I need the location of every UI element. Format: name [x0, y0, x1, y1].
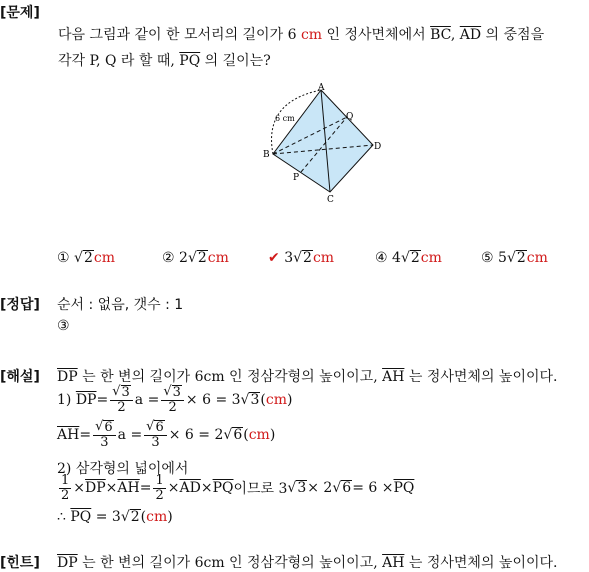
segment-pq: $\overline{PQ}$ — [212, 480, 234, 497]
segment-dp: $\overline{DP}$ — [57, 369, 78, 385]
segment-ah: $\overline{AH}$ — [57, 426, 80, 443]
problem-text: 의 중점을 — [481, 27, 545, 43]
solution-line-4: 2) 삼각형의 넓이에서 — [57, 461, 189, 477]
unit: cm — [265, 391, 287, 408]
times: × — [105, 480, 118, 497]
label-d: D — [374, 142, 382, 152]
choice-3[interactable] — [268, 250, 334, 266]
sqrt: √ 2 — [120, 509, 140, 525]
fraction: √ 6 3 — [93, 420, 116, 450]
problem-label: [문제] — [0, 5, 40, 21]
solution-line-1 — [57, 366, 557, 386]
answer-value: ③ — [57, 318, 70, 334]
segment-dp: $\overline{DP}$ — [75, 391, 97, 408]
choice-4[interactable] — [375, 250, 442, 266]
label-a: A — [318, 83, 325, 93]
solution-line-2 — [57, 385, 292, 415]
expression: × 6 = 3 — [185, 391, 241, 408]
sqrt: √ 2 — [74, 250, 93, 266]
equals: = — [96, 391, 109, 408]
answer-label: [정답] — [0, 297, 40, 313]
choice-unit: cm — [420, 250, 442, 266]
solution-line-3 — [57, 420, 275, 450]
edge-length-unit: cm — [300, 27, 323, 43]
sqrt: √ 2 — [187, 250, 207, 266]
expression: × 2 — [307, 480, 333, 497]
hint-text: 는 한 변의 길이가 6cm 인 정삼각형의 높이이고, — [77, 555, 383, 571]
times: × — [73, 480, 86, 497]
solution-text: 는 정사면체의 높이이다. — [404, 369, 558, 385]
problem-text: 각각 P, Q 라 할 때, — [58, 53, 180, 69]
problem-line-1 — [58, 24, 544, 44]
equals: = — [139, 480, 152, 497]
solution-line-5 — [57, 474, 414, 502]
segment-dp: $\overline{DP}$ — [85, 480, 106, 497]
label-p: P — [293, 173, 300, 183]
tetrahedron-figure — [255, 82, 385, 204]
label-edge-length: 6 cm — [275, 114, 295, 123]
segment-ah: $\overline{AH}$ — [117, 480, 140, 497]
fraction: √ 3 2 — [110, 385, 133, 415]
paren: ) — [167, 509, 173, 525]
paren: ( — [140, 509, 147, 525]
choice-5[interactable] — [481, 250, 548, 266]
segment-bc: $\overline{BC}$ — [430, 27, 451, 43]
choice-coef: 5 — [498, 250, 507, 266]
equals: = — [79, 426, 92, 443]
problem-text: 의 길이는? — [200, 53, 271, 69]
choice-2[interactable] — [162, 250, 229, 266]
sqrt: √ 2 — [506, 250, 526, 266]
choice-coef: 2 — [179, 250, 188, 266]
choice-marker: ② — [162, 250, 175, 266]
hint-line — [57, 552, 557, 572]
edge-length-value: 6 — [287, 27, 297, 43]
choice-unit: cm — [312, 250, 335, 266]
segment-ad: $\overline{AD}$ — [459, 27, 482, 43]
choice-1[interactable] — [57, 250, 115, 266]
therefore-symbol: ∴ — [57, 509, 71, 525]
sqrt: √ 6 — [223, 426, 243, 443]
segment-pq: $\overline{PQ}$ — [393, 480, 415, 497]
fraction: √ 6 3 — [144, 420, 167, 450]
expression: = 6 × — [352, 480, 394, 497]
paren: ) — [286, 391, 293, 408]
expression: = 3 — [91, 509, 121, 525]
choice-marker: ⑤ — [481, 250, 494, 266]
choice-coef: 3 — [284, 250, 294, 266]
fraction: √ 3 2 — [161, 385, 184, 415]
segment-ah: $\overline{AH}$ — [382, 555, 405, 571]
choice-unit: cm — [207, 250, 229, 266]
segment-pq: $\overline{PQ}$ — [179, 53, 201, 69]
tetrahedron-face — [273, 90, 373, 192]
choice-marker: ④ — [375, 250, 388, 266]
fraction: $\frac{1}{2}$ — [61, 473, 70, 503]
paren: ) — [269, 426, 276, 443]
choice-unit: cm — [93, 250, 115, 266]
solution-line-6 — [57, 509, 173, 525]
choice-unit: cm — [526, 250, 548, 266]
choice-marker: ① — [57, 250, 70, 266]
hint-label: [힌트] — [0, 555, 40, 571]
variable: a = — [117, 426, 143, 443]
sqrt: √ 3 — [240, 391, 260, 408]
sqrt: √ 6 — [332, 479, 352, 496]
segment-pq: $\overline{PQ}$ — [70, 509, 92, 525]
hint-text: 는 정사면체의 높이이다. — [404, 555, 558, 571]
sqrt: √ 3 — [287, 479, 307, 496]
sqrt: √ 2 — [293, 250, 312, 266]
choice-coef: 4 — [392, 250, 401, 266]
separator: , — [450, 27, 460, 43]
paren: ( — [260, 391, 266, 408]
problem-line-2 — [58, 50, 271, 70]
sqrt: √ 2 — [400, 250, 420, 266]
times: × — [200, 480, 213, 497]
solution-label: [해설] — [0, 369, 40, 385]
paren: ( — [243, 426, 249, 443]
label-c: C — [327, 195, 334, 204]
label-q: Q — [346, 112, 354, 122]
variable: a = — [134, 391, 160, 408]
answer-order-count: 순서 : 없음, 갯수 : 1 — [57, 297, 184, 313]
unit: cm — [146, 509, 168, 525]
step-number: 1) — [57, 391, 72, 408]
label-b: B — [263, 150, 270, 160]
times: × — [167, 480, 180, 497]
fraction: $\frac{1}{2}$ — [155, 473, 164, 503]
problem-text: 다음 그림과 같이 한 모서리의 길이가 — [58, 27, 288, 43]
solution-text: 는 한 변의 길이가 6cm 인 정삼각형의 높이이고, — [77, 369, 383, 385]
segment-ad: $\overline{AD}$ — [179, 480, 201, 497]
expression: × 6 = 2 — [168, 426, 224, 443]
checkmark-icon: ✔ — [268, 250, 280, 266]
problem-text: 인 정사면체에서 — [322, 27, 431, 43]
solution-text: 이므로 3 — [233, 481, 288, 498]
unit: cm — [248, 426, 270, 443]
segment-dp: $\overline{DP}$ — [57, 555, 78, 571]
segment-ah: $\overline{AH}$ — [382, 369, 405, 385]
